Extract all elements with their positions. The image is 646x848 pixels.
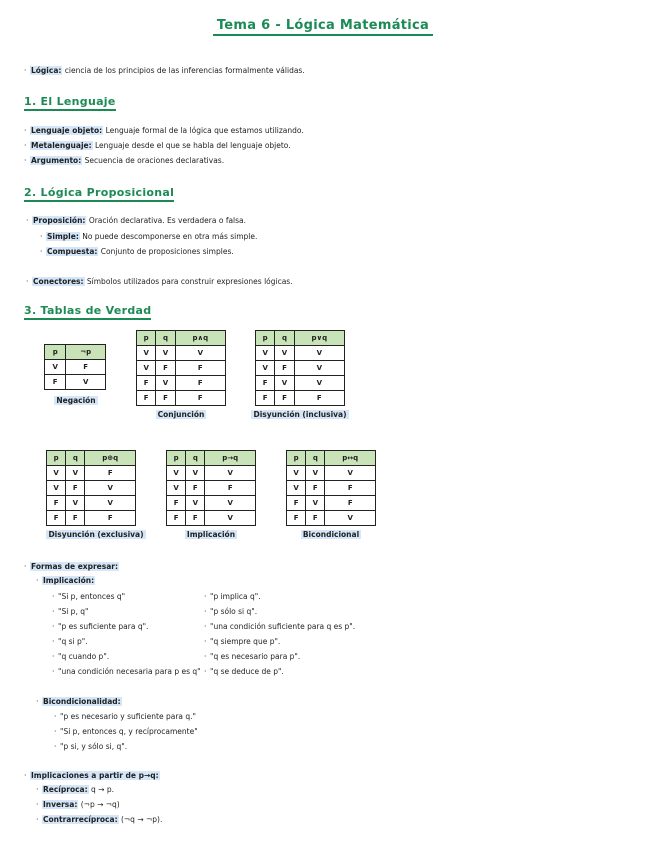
bicond-item: · "p si, y sólo si, q". <box>54 742 128 751</box>
section-3-heading: 3. Tablas de Verdad <box>24 304 151 320</box>
truth-table-disyuncion-inclusiva: p q p∨q V V V V F V F V V F F F <box>255 330 345 406</box>
table-caption: Disyunción (inclusiva) <box>253 410 347 419</box>
forma-left: · "p es suficiente para q". <box>52 622 149 631</box>
bicond-item: · "p es necesario y suficiente para q." <box>54 712 196 721</box>
forma-right: · "q siempre que p". <box>204 637 281 646</box>
truth-table-negacion: p ¬p V F F V <box>44 344 106 390</box>
implicacion-item: · Contrarrecíproca: (¬q → ¬p). <box>36 815 163 824</box>
implicacion-heading: · Implicación: <box>36 576 95 585</box>
intro-line: · Lógica: ciencia de los principios de las inferencias formalmente válidas. <box>24 66 305 75</box>
truth-table-bicondicional: p q p↔q V V V V F F F V F F F V <box>286 450 376 526</box>
forma-right: · "p implica q". <box>204 592 261 601</box>
forma-left: · "q cuando p". <box>52 652 110 661</box>
s1-item: · Lenguaje objeto: Lenguaje formal de la lógica que estamos utilizando. <box>24 126 304 135</box>
section-1-heading: 1. El Lenguaje <box>24 95 116 111</box>
forma-left: · "Si p, q" <box>52 607 89 616</box>
s2-conectores: · Conectores: Símbolos utilizados para construir expresiones lógicas. <box>26 277 293 286</box>
truth-table-conjuncion: p q p∧q V V V V F F F V F F F F <box>136 330 226 406</box>
table-caption: Conjunción <box>157 410 205 419</box>
s2-simple: · Simple: No puede descomponerse en otra más simple. <box>40 232 258 241</box>
table-caption: Bicondicional <box>302 530 360 539</box>
intro-text: ciencia de los principios de las inferencias formalmente válidas. <box>64 66 305 75</box>
forma-right: · "una condición suficiente para q es p". <box>204 622 356 631</box>
truth-table-disyuncion-exclusiva: p q p⊕q V V F V F V F V V F F F <box>46 450 136 526</box>
forma-right: · "p sólo si q". <box>204 607 258 616</box>
formas-heading: · Formas de expresar: <box>24 562 118 571</box>
section-2-heading: 2. Lógica Proposicional <box>24 186 174 202</box>
implicaciones-heading: · Implicaciones a partir de p→q: <box>24 771 159 780</box>
intro-term: Lógica: <box>31 66 62 75</box>
table-caption: Negación <box>56 396 96 405</box>
s2-compuesta: · Compuesta: Conjunto de proposiciones simples. <box>40 247 234 256</box>
table-caption: Disyunción (exclusiva) <box>48 530 144 539</box>
truth-table-implicacion: p q p→q V V V V F F F V V F F V <box>166 450 256 526</box>
s2-prop: · Proposición: Oración declarativa. Es verdadera o falsa. <box>26 216 247 225</box>
page-title: Tema 6 - Lógica Matemática <box>0 18 646 33</box>
implicacion-item: · Inversa: (¬p → ¬q) <box>36 800 120 809</box>
implicacion-item: · Recíproca: q → p. <box>36 785 114 794</box>
forma-right: · "q es necesario para p". <box>204 652 301 661</box>
s1-item: · Metalenguaje: Lenguaje desde el que se habla del lenguaje objeto. <box>24 141 291 150</box>
s1-item: · Argumento: Secuencia de oraciones declarativas. <box>24 156 225 165</box>
forma-left: · "Si p, entonces q" <box>52 592 126 601</box>
forma-right: · "q se deduce de p". <box>204 667 284 676</box>
bicondicionalidad-heading: · Bicondicionalidad: <box>36 697 121 706</box>
forma-left: · "q si p". <box>52 637 88 646</box>
table-caption: Implicación <box>186 530 236 539</box>
bicond-item: · "Si p, entonces q, y recíprocamente" <box>54 727 198 736</box>
forma-left: · "una condición necesaria para p es q" <box>52 667 201 676</box>
